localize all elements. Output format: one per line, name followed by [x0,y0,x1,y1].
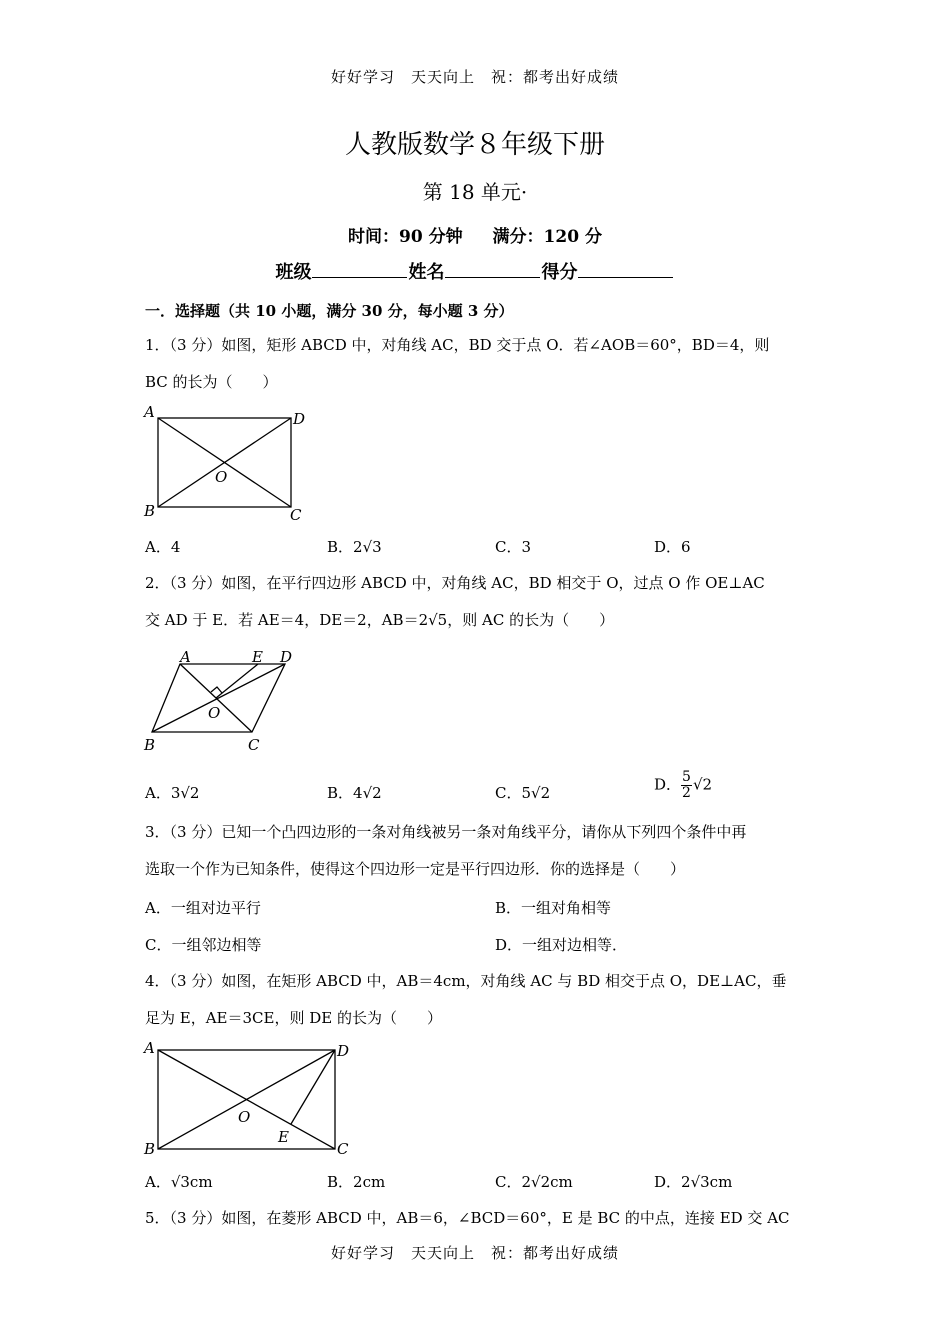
question-text: 足为 E，AE＝3CE，则 DE 的长为（ ） [145,1009,442,1027]
question-text: 4．（3 分）如图，在矩形 ABCD 中，AB＝4cm，对角线 AC 与 BD 相交于点 O，DE⊥AC，垂 [145,972,787,990]
figure-label: D [337,1042,350,1060]
option-c[interactable]: C．3 [495,538,532,556]
grade-blank[interactable] [578,261,673,278]
fraction: $\frac{5}{2}$ [682,769,691,801]
option-a[interactable]: A．4 [145,538,181,556]
student-info [0,258,950,284]
figure-rectangle-q1 [140,400,310,525]
figure-label: A [180,648,191,666]
question-text: 5．（3 分）如图，在菱形 ABCD 中，AB＝6，∠BCD＝60°，E 是 BC 的中点，连接 ED 交 AC [145,1209,790,1227]
section-title: 一．选择题（共 10 小题，满分 30 分，每小题 3 分） [145,302,514,320]
option-c[interactable]: C．5√2 [495,784,551,802]
option-b[interactable]: B．4√2 [327,784,382,802]
page-subtitle: 第 18 单元· [422,180,528,204]
question-text: 1．（3 分）如图，矩形 ABCD 中，对角线 AC，BD 交于点 O．若∠AOB＝60°，BD＝4，则 [145,336,770,354]
question-text: 选取一个作为已知条件，使得这个四边形一定是平行四边形．你的选择是（ ） [145,860,686,878]
option-b[interactable]: B．一组对角相等 [495,899,612,917]
question-2 [145,565,810,639]
figure-label: B [144,736,156,754]
exam-time: 时间：90 分钟 [348,227,463,247]
option-a[interactable]: A．一组对边平行 [145,899,261,917]
page-footer: 好好学习 天天向上 祝：都考出好成绩 [330,1244,619,1262]
exam-score: 满分：120 分 [492,227,602,247]
figure-label: A [144,1039,155,1057]
figure-label: O [238,1108,251,1126]
figure-label: D [280,648,293,666]
figure-label: E [278,1128,289,1146]
class-label: 班级 [275,262,312,283]
name-blank[interactable] [445,261,540,278]
option-a[interactable]: A．3√2 [145,784,200,802]
figure-label: B [144,1140,156,1158]
figure-label: B [144,502,156,520]
option-b[interactable]: B．2√3 [327,538,382,556]
figure-label: C [248,736,260,754]
option-d[interactable]: D．一组对边相等． [495,936,628,954]
figure-rectangle-q4 [140,1036,355,1161]
question-text: 2．（3 分）如图，在平行四边形 ABCD 中，对角线 AC，BD 相交于 O，过点 O 作 OE⊥AC [145,574,765,592]
option-c[interactable]: C．2√2cm [495,1173,573,1191]
question-5 [145,1200,810,1237]
option-d[interactable]: D． $\frac{5}{2}$ √2 [654,769,713,801]
page-title: 人教版数学８年级下册 [344,130,605,160]
option-d[interactable]: D．2√3cm [654,1173,733,1191]
figure-label: O [215,468,228,486]
figure-label: O [208,704,221,722]
option-a[interactable]: A．√3cm [145,1173,213,1191]
option-d-label: D． [654,775,682,794]
question-text: 交 AD 于 E．若 AE＝4，DE＝2，AB＝2√5，则 AC 的长为（ ） [145,611,615,629]
figure-label: A [144,403,155,421]
figure-label: C [290,506,302,524]
figure-label: C [337,1140,349,1158]
option-d[interactable]: D．6 [654,538,691,556]
question-1 [145,327,810,401]
name-label: 姓名 [408,262,445,283]
page-header: 好好学习 天天向上 祝：都考出好成绩 [330,68,619,86]
question-text: BC 的长为（ ） [145,373,278,391]
figure-label: D [293,410,306,428]
question-4 [145,963,810,1037]
question-text: 3．（3 分）已知一个凸四边形的一条对角线被另一条对角线平分，请你从下列四个条件中再 [145,823,747,841]
option-c[interactable]: C．一组邻边相等 [145,936,262,954]
exam-meta [0,222,950,247]
question-3 [145,814,810,888]
figure-label: E [252,648,263,666]
figure-parallelogram-q2 [140,642,310,757]
option-b[interactable]: B．2cm [327,1173,386,1191]
grade-label: 得分 [541,262,578,283]
class-blank[interactable] [312,261,407,278]
